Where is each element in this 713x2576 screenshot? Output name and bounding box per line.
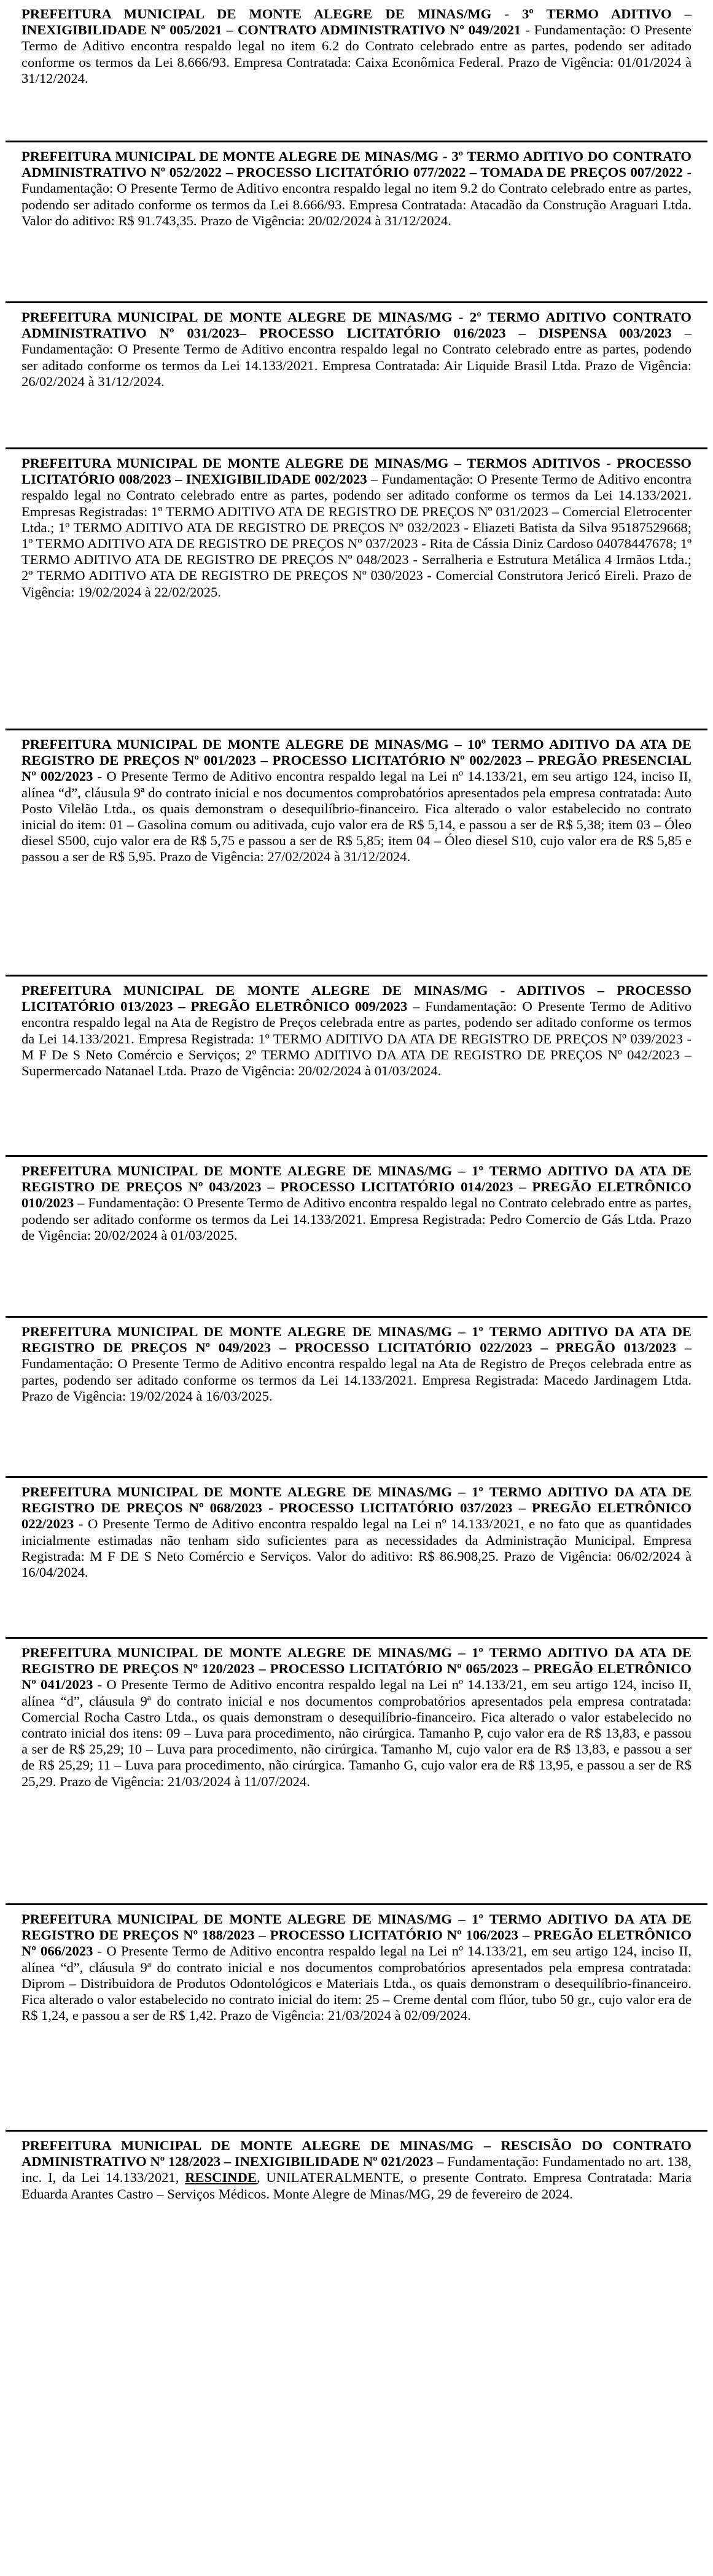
notice-5 xyxy=(6,730,707,977)
notice-body: - O Presente Termo de Aditivo encontra respaldo legal na Lei nº 14.133/2021, e no fato que as quantidades inicialmente estimadas não tenham sido suficientes para as necessidades da Administração Municipal. Empresa Registrada: M F DE S Neto Comércio e Serviços. Valor do aditivo: R$ 86.908,25. Prazo de Vigência: 06/02/2024 à 16/04/2024. xyxy=(21,1516,692,1580)
notice-heading: PREFEITURA MUNICIPAL DE MONTE ALEGRE DE MINAS/MG – 10º TERMO ADITIVO DA ATA DE REGISTRO DE PREÇOS Nº 001/2023 – PROCESSO LICITATÓRIO Nº 002/2023 – PREGÃO PRESENCIAL Nº 002/2023 xyxy=(21,737,692,784)
notice-body: - O Presente Termo de Aditivo encontra respaldo legal na Lei nº 14.133/21, em seu artigo 124, inciso II, alínea “d”, cláusula 9ª do contrato inicial e nos documentos comprobatórios apresentados pela empresa contratada: Auto Posto Vilelão Ltda., os quais demonstram o desequilíbrio-financeiro. Fica alterado o valor estabelecido no contrato inicial do item: 01 – Gasolina comum ou aditivada, cujo valor era de R$ 5,14, e passou a ser de R$ 5,38; item 03 – Óleo diesel S500, cujo valor era de R$ 5,75 e passou a ser de R$ 5,85; item 04 – Óleo diesel S10, cujo valor era de R$ 5,85 e passou a ser de R$ 5,95. Prazo de Vigência: 27/02/2024 à 31/12/2024. xyxy=(21,768,692,865)
notice-heading: PREFEITURA MUNICIPAL DE MONTE ALEGRE DE MINAS/MG – 1º TERMO ADITIVO DA ATA DE REGISTRO DE PREÇOS Nº 068/2023 - PROCESSO LICITATÓRIO 037/2023 – PREGÃO ELETRÔNICO 022/2023 xyxy=(21,1484,692,1532)
notice-body: - O Presente Termo de Aditivo encontra respaldo legal na Lei nº 14.133/21, em seu artigo 124, inciso II, alínea “d”, cláusula 9ª do contrato inicial e nos documentos comprobatórios apresentados pela empresa contratada: Comercial Rocha Castro Ltda., os quais demonstram o desequilíbrio-financeiro. Fica alterado o valor estabelecido no contrato inicial dos itens: 09 – Luva para procedimento, não cirúrgica. Tamanho P, cujo valor era de R$ 13,83, e passou a ser de R$ 25,29; 10 – Luva para procedimento, não cirúrgica. Tamanho M, cujo valor era de R$ 13,83, e passou a ser de R$ 25,29; 11 – Luva para procedimento, não cirúrgica. Tamanho G, cujo valor era de R$ 13,95, e passou a ser de R$ 25,29. Prazo de Vigência: 21/03/2024 à 11/07/2024. xyxy=(21,1677,692,1789)
notice-heading: PREFEITURA MUNICIPAL DE MONTE ALEGRE DE MINAS/MG – TERMOS ADITIVOS - PROCESSO LICITATÓRIO 008/2023 – INEXIGIBILIDADE 002/2023 xyxy=(21,455,692,487)
notice-6 xyxy=(6,977,707,1157)
notice-body: – Fundamentação: O Presente Termo de Aditivo encontra respaldo legal na Ata de Registro de Preços celebrada entre as partes, podendo ser aditado conforme os termos da Lei 14.133/2021. Empresa Registrada: 1º TERMO ADITIVO DA ATA DE REGISTRO DE PREÇOS Nº 039/2023 - M F De S Neto Comércio e Serviços; 2º TERMO ADITIVO DA ATA DE REGISTRO DE PREÇOS Nº 042/2023 – Supermercado Natanael Ltda. Prazo de Vigência: 20/02/2024 à 01/03/2024. xyxy=(21,999,692,1079)
notice-8 xyxy=(6,1318,707,1478)
notice-7 xyxy=(6,1157,707,1318)
notice-3 xyxy=(6,303,707,449)
notice-body: – Fundamentação: O Presente Termo de Aditivo encontra respaldo legal no Contrato celebrado entre as partes, podendo ser aditado conforme os termos da Lei 14.133/2021. Empresa Registrada: Pedro Comercio de Gás Ltda. Prazo de Vigência: 20/02/2024 à 01/03/2025. xyxy=(21,1195,692,1243)
notice-body: – Fundamentação: O Presente Termo de Aditivo encontra respaldo legal na Ata de Registro de Preços celebrada entre as partes, podendo ser aditado conforme os termos da Lei 14.133/2021. Empresa Registrada: Macedo Jardinagem Ltda. Prazo de Vigência: 19/02/2024 à 16/03/2025. xyxy=(21,1340,692,1404)
notice-heading: PREFEITURA MUNICIPAL DE MONTE ALEGRE DE MINAS/MG - 2º TERMO ADITIVO CONTRATO ADMINISTRATIVO Nº 031/2023– PROCESSO LICITATÓRIO 016/2023 – DISPENSA 003/2023 xyxy=(21,309,692,341)
notice-10 xyxy=(6,1639,707,1905)
notice-heading: PREFEITURA MUNICIPAL DE MONTE ALEGRE DE MINAS/MG – 1º TERMO ADITIVO DA ATA DE REGISTRO DE PREÇOS Nº 188/2023 – PROCESSO LICITATÓRIO Nº 106/2023 – PREGÃO ELETRÔNICO Nº 066/2023 xyxy=(21,1911,692,1959)
rescinde-emphasis: RESCINDE xyxy=(185,2170,257,2186)
notice-9 xyxy=(6,1478,707,1639)
notice-2 xyxy=(6,142,707,303)
notice-heading: PREFEITURA MUNICIPAL DE MONTE ALEGRE DE MINAS/MG – 1º TERMO ADITIVO DA ATA DE REGISTRO DE PREÇOS Nº 043/2023 – PROCESSO LICITATÓRIO 014/2023 – PREGÃO ELETRÔNICO 010/2023 xyxy=(21,1163,692,1211)
notice-body: – Fundamentação: Fundamentado no art. 138, inc. I, da Lei 14.133/2021, xyxy=(21,2154,692,2186)
notice-body: - O Presente Termo de Aditivo encontra respaldo legal na Lei nº 14.133/21, em seu artigo 124, inciso II, alínea “d”, cláusula 9ª do contrato inicial e nos documentos comprobatórios apresentados pela empresa contratada: Diprom – Distribuidora de Produtos Odontológicos e Materiais Ltda., os quais demonstram o desequilíbrio-financeiro. Fica alterado o valor estabelecido no contrato inicial do item: 25 – Creme dental com flúor, tubo 50 gr., cujo valor era de R$ 1,24, e passou a ser de R$ 1,42. Prazo de Vigência: 21/03/2024 à 02/09/2024. xyxy=(21,1943,692,2024)
notice-body: – Fundamentação: O Presente Termo de Aditivo encontra respaldo legal no Contrato celebrado entre as partes, podendo ser aditado conforme os termos da Lei 14.133/2021. Empresa Contratada: Air Liquide Brasil Ltda. Prazo de Vigência: 26/02/2024 à 31/12/2024. xyxy=(21,325,692,389)
notice-heading: PREFEITURA MUNICIPAL DE MONTE ALEGRE DE MINAS/MG - 3º TERMO ADITIVO – INEXIGIBILIDADE Nº 005/2021 – CONTRATO ADMINISTRATIVO Nº 049/2021 xyxy=(21,6,692,38)
notice-heading: PREFEITURA MUNICIPAL DE MONTE ALEGRE DE MINAS/MG – 1º TERMO ADITIVO DA ATA DE REGISTRO DE PREÇOS Nº 049/2023 – PROCESSO LICITATÓRIO 022/2023 – PREGÃO 013/2023 xyxy=(21,1324,692,1356)
notice-4 xyxy=(6,449,707,730)
notice-body-continued: , UNILATERALMENTE, o presente Contrato. Empresa Contratada: Maria Eduarda Arantes Castro – Serviços Médicos. Monte Alegre de Minas/MG, 29 de fevereiro de 2024. xyxy=(21,2170,692,2202)
notice-heading: PREFEITURA MUNICIPAL DE MONTE ALEGRE DE MINAS/MG - ADITIVOS – PROCESSO LICITATÓRIO 013/2023 – PREGÃO ELETRÔNICO 009/2023 xyxy=(21,983,692,1015)
notice-body: - Fundamentação: O Presente Termo de Aditivo encontra respaldo legal no item 9.2 do Contrato celebrado entre as partes, podendo ser aditado conforme os termos da Lei 8.666/93. Empresa Contratada: Atacadão da Construção Araguari Ltda. Valor do aditivo: R$ 91.743,35. Prazo de Vigência: 20/02/2024 à 31/12/2024. xyxy=(21,164,692,228)
notice-1 xyxy=(6,0,707,142)
notice-body: – Fundamentação: O Presente Termo de Aditivo encontra respaldo legal no Contrato celebrado entre as partes, podendo ser aditado conforme os termos da Lei 14.133/2021. Empresas Registradas: 1º TERMO ADITIVO ATA DE REGISTRO DE PREÇOS Nº 031/2023 – Comercial Eletrocenter Ltda.; 1º TERMO ADITIVO ATA DE REGISTRO DE PREÇOS Nº 032/2023 - Eliazeti Batista da Silva 95187529668; 1º TERMO ADITIVO ATA DE REGISTRO DE PREÇOS Nº 037/2023 - Rita de Cássia Diniz Cardoso 04078447678; 1º TERMO ADITIVO ATA DE REGISTRO DE PREÇOS Nº 048/2023 - Serralheria e Estrutura Metálica 4 Irmãos Ltda.; 2º TERMO ADITIVO ATA DE REGISTRO DE PREÇOS Nº 030/2023 - Comercial Construtora Jericó Eireli. Prazo de Vigência: 19/02/2024 à 22/02/2025. xyxy=(21,471,692,600)
notice-heading: PREFEITURA MUNICIPAL DE MONTE ALEGRE DE MINAS/MG - 3º TERMO ADITIVO DO CONTRATO ADMINISTRATIVO Nº 052/2022 – PROCESSO LICITATÓRIO 077/2022 – TOMADA DE PREÇOS 007/2022 xyxy=(21,149,692,180)
notice-11 xyxy=(6,1905,707,2132)
notice-heading: PREFEITURA MUNICIPAL DE MONTE ALEGRE DE MINAS/MG – RESCISÃO DO CONTRATO ADMINISTRATIVO Nº 128/2023 – INEXIGIBILIDADE Nº 021/2023 xyxy=(21,2138,692,2170)
notice-12 xyxy=(6,2132,707,2392)
notice-heading: PREFEITURA MUNICIPAL DE MONTE ALEGRE DE MINAS/MG – 1º TERMO ADITIVO DA ATA DE REGISTRO DE PREÇOS Nº 120/2023 – PROCESSO LICITATÓRIO Nº 065/2023 – PREGÃO ELETRÔNICO Nº 041/2023 xyxy=(21,1645,692,1693)
notice-body: - Fundamentação: O Presente Termo de Aditivo encontra respaldo legal no item 6.2 do Contrato celebrado entre as partes, podendo ser aditado conforme os termos da Lei 8.666/93. Empresa Contratada: Caixa Econômica Federal. Prazo de Vigência: 01/01/2024 à 31/12/2024. xyxy=(21,22,692,86)
